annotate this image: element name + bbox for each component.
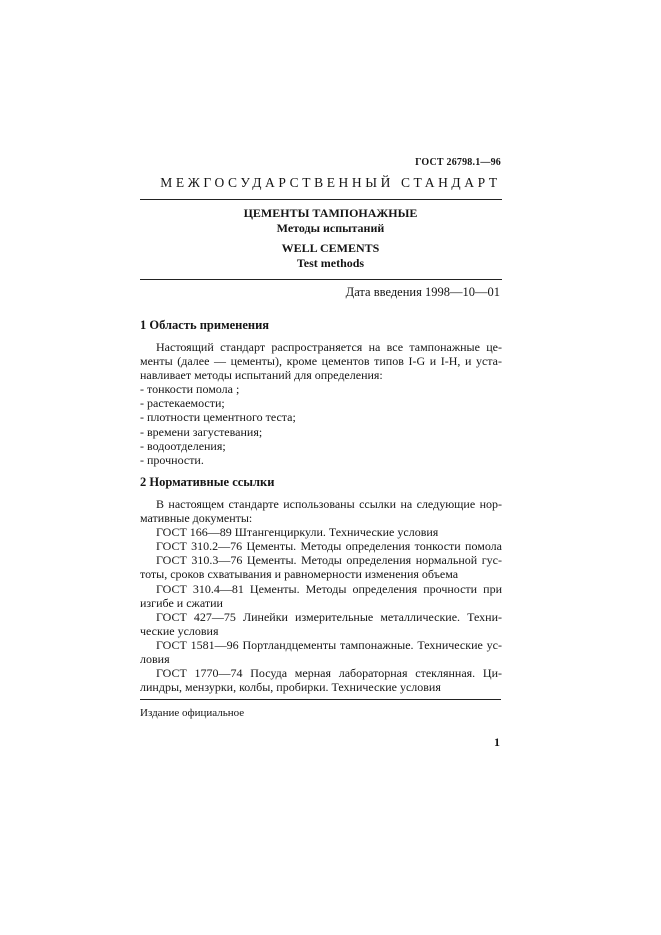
title-en-main: WELL CEMENTS xyxy=(281,241,380,255)
title-ru-sub: Методы испытаний xyxy=(276,220,385,235)
introduction-date: Дата введения 1998—10—01 xyxy=(345,285,500,299)
document-code: ГОСТ 26798.1—96 xyxy=(415,157,501,168)
paragraph-line: В настоящем стандарте использованы ссылки на следующие нор- xyxy=(156,497,502,511)
section-1-body xyxy=(140,340,502,467)
paragraph-line: менты (далее — цементы), кроме цементов типов I-G и I-H, и уста- xyxy=(140,354,503,369)
header-rule xyxy=(140,199,502,200)
title-rule xyxy=(140,279,502,280)
paragraph-line: навливает методы испытаний для определения: xyxy=(140,368,383,383)
reference-line: ГОСТ 427—75 Линейки измерительные металлические. Техни- xyxy=(156,609,502,624)
list-item: - времени загустевания; xyxy=(140,424,263,439)
reference-line: ГОСТ 1581—96 Портландцементы тампонажные. Технические ус- xyxy=(156,637,502,652)
reference-line: ГОСТ 166—89 Штангенциркули. Технические условия xyxy=(156,525,439,540)
page-number: 1 xyxy=(494,735,500,749)
paragraph-line: Настоящий стандарт распространяется на все тампонажные це- xyxy=(156,340,502,354)
reference-line: ГОСТ 310.3—76 Цементы. Методы определения нормальной гус- xyxy=(156,553,502,568)
reference-line: изгибе и сжатии xyxy=(140,595,223,610)
list-item: - тонкости помола ; xyxy=(140,382,240,397)
list-item: - водоотделения; xyxy=(140,438,226,453)
title-block xyxy=(0,206,661,270)
footer-rule xyxy=(140,699,501,700)
reference-line: линдры, мензурки, колбы, пробирки. Технические условия xyxy=(140,680,441,695)
edition-note: Издание официальное xyxy=(140,707,245,719)
reference-line: ческие условия xyxy=(140,623,219,638)
title-en-sub: Test methods xyxy=(296,255,365,270)
reference-line: ГОСТ 1770—74 Посуда мерная лабораторная стеклянная. Ци- xyxy=(156,666,502,681)
list-item: - прочности. xyxy=(140,452,204,467)
reference-line: ГОСТ 310.2—76 Цементы. Методы определения тонкости помола xyxy=(156,539,502,554)
interstate-standard-label: МЕЖГОСУДАРСТВЕННЫЙ СТАНДАРТ xyxy=(160,175,501,190)
title-ru-main: ЦЕМЕНТЫ ТАМПОНАЖНЫЕ xyxy=(243,206,418,220)
section-2-heading: 2 Нормативные ссылки xyxy=(140,475,275,489)
section-2-body xyxy=(140,497,502,694)
reference-line: ГОСТ 310.4—81 Цементы. Методы определения прочности при xyxy=(156,581,502,596)
paragraph-line: мативные документы: xyxy=(140,511,253,526)
reference-line: ловия xyxy=(140,652,170,667)
list-item: - растекаемости; xyxy=(140,396,225,411)
list-item: - плотности цементного теста; xyxy=(140,410,296,425)
section-1-heading: 1 Область применения xyxy=(140,318,270,332)
reference-line: тоты, сроков схватывания и равномерности изменения объема xyxy=(140,567,459,582)
